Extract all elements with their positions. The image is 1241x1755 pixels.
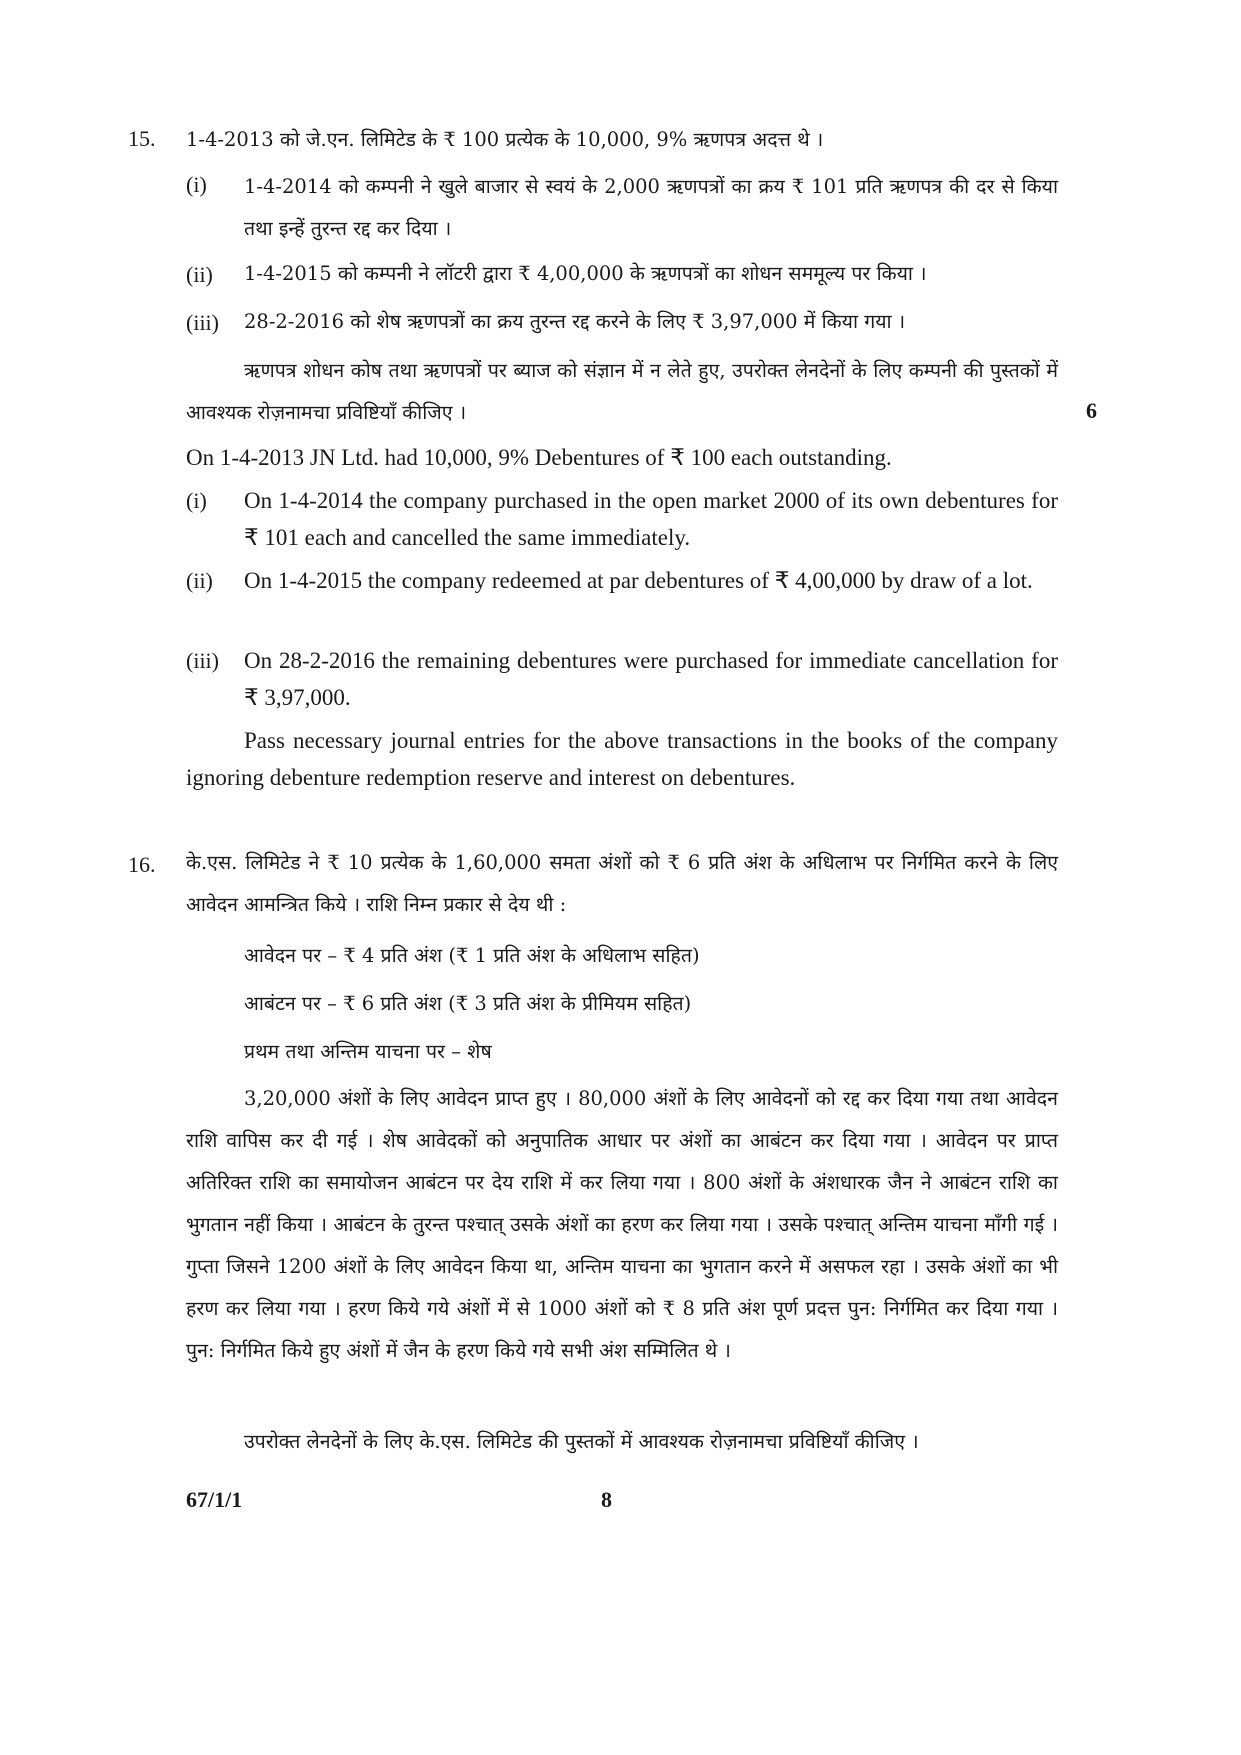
paper-code: 67/1/1 [186, 1487, 243, 1512]
q15-hi-item-label: (ii) [186, 262, 213, 287]
q16-hindi-intro: के.एस. लिमिटेड ने ₹ 10 प्रत्येक के 1,60,000 समता अंशों को ₹ 6 प्रति अंश के अधिलाभ पर निर्गमित करने के लिए आवेदन आमन्त्रित किये । राशि निम्न प्रकार से देय थी : [186, 851, 1058, 916]
q15-hi-item-text: 1-4-2014 को कम्पनी ने खुले बाजार से स्वयं के 2,000 ऋणपत्रों का क्रय ₹ 101 प्रति ऋणपत्र की दर से किया तथा इन्हें तुरन्त रद्द कर दिया । [244, 175, 1058, 240]
marks: 6 [1086, 398, 1097, 423]
q16-payment-line: आबंटन पर – ₹ 6 प्रति अंश (₹ 3 प्रति अंश के प्रीमियम सहित) [244, 992, 692, 1015]
q15-hi-item-label: (iii) [186, 310, 219, 335]
q16-payment-line: प्रथम तथा अन्तिम याचना पर – शेष [244, 1040, 492, 1063]
q15-english-instruction: Pass necessary journal entries for the above transactions in the books of the company ignoring debenture redemption reserve and interest on debentures. [186, 728, 1058, 790]
question-number: 15. [128, 126, 156, 151]
q15-hindi-instruction: ऋणपत्र शोधन कोष तथा ऋणपत्रों पर ब्याज को संज्ञान में न लेते हुए, उपरोक्त लेनदेनों के लिए कम्पनी की पुस्तकों में आवश्यक रोज़नामचा प्रविष्टियाँ कीजिए । [186, 359, 1058, 424]
q15-en-item-label: (ii) [186, 568, 213, 593]
q15-hi-item-text: 28-2-2016 को शेष ऋणपत्रों का क्रय तुरन्त रद्द करने के लिए ₹ 3,97,000 में किया गया । [244, 310, 906, 333]
q15-hindi-intro: 1-4-2013 को जे.एन. लिमिटेड के ₹ 100 प्रत्येक के 10,000, 9% ऋणपत्र अदत्त थे । [186, 128, 824, 151]
page-number: 8 [601, 1487, 612, 1512]
q15-hi-item-label: (i) [186, 172, 207, 197]
q15-hi-item-text: 1-4-2015 को कम्पनी ने लॉटरी द्वारा ₹ 4,00,000 के ऋणपत्रों का शोधन सममूल्य पर किया । [244, 262, 927, 285]
q15-en-item-label: (iii) [186, 648, 219, 673]
q15-en-item-text: On 1-4-2015 the company redeemed at par debentures of ₹ 4,00,000 by draw of a lot. [244, 568, 1033, 593]
q15-english-intro: On 1-4-2013 JN Ltd. had 10,000, 9% Debentures of ₹ 100 each outstanding. [186, 445, 892, 470]
q16-hindi-body: 3,20,000 अंशों के लिए आवेदन प्राप्त हुए । 80,000 अंशों के लिए आवेदनों को रद्द कर दिया गया तथा आवेदन राशि वापिस कर दी गई । शेष आवेदकों को अनुपातिक आधार पर अंशों का आबंटन कर दिया गया । आवेदन पर प्राप्त अतिरिक्त राशि का समायोजन आबंटन पर देय राशि में कर लिया गया । 800 अंशों के अंशधारक जैन ने आबंटन राशि का भुगतान नहीं किया । आबंटन के तुरन्त पश्चात् उसके अंशों का हरण कर लिया गया । उसके पश्चात् अन्तिम याचना माँगी गई । गुप्ता जिसने 1200 अंशों के लिए आवेदन किया था, अन्तिम याचना का भुगतान करने में असफल रहा । उसके अंशों का भी हरण कर लिया गया । हरण किये गये अंशों में से 1000 अंशों को ₹ 8 प्रति अंश पूर्ण प्रदत्त पुन: निर्गमित कर दिया गया । पुन: निर्गमित किये हुए अंशों में जैन के हरण किये गये सभी अंश सम्मिलित थे । [186, 1087, 1058, 1362]
q15-en-item-text: On 28-2-2016 the remaining debentures were purchased for immediate cancellation for ₹ 3,97,000. [244, 648, 1058, 710]
q16-payment-line: आवेदन पर – ₹ 4 प्रति अंश (₹ 1 प्रति अंश के अधिलाभ सहित) [244, 944, 700, 967]
q15-en-item-text: On 1-4-2014 the company purchased in the open market 2000 of its own debentures for ₹ 101 each and cancelled the same immediately. [244, 488, 1058, 550]
q15-en-item-label: (i) [186, 488, 207, 513]
q16-hindi-instruction: उपरोक्त लेनदेनों के लिए के.एस. लिमिटेड की पुस्तकों में आवश्यक रोज़नामचा प्रविष्टियाँ कीजिए । [244, 1430, 919, 1453]
question-number: 16. [128, 852, 156, 877]
